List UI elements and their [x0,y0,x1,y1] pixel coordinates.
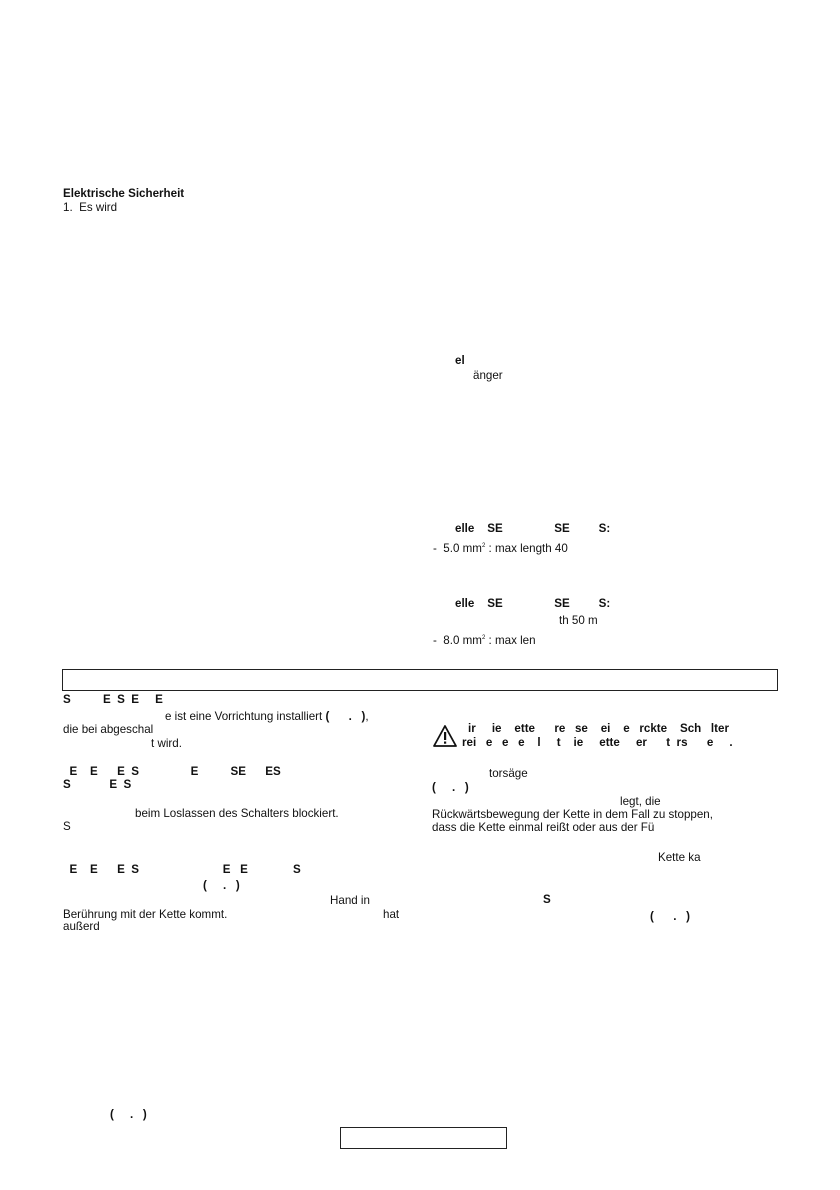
guard-text-line-2b: hat [383,908,400,921]
brake-text-line-4: dass die Kette einmal reißt oder aus der Fü [432,821,655,834]
warning-text-line-1: ir ie ette re se ei e rckte Sch lter [468,722,729,735]
lock-section-heading-1: E E E S E SE ES [63,765,281,778]
superscript: 2 [481,635,486,641]
cable-section-2-line: th 50 m [559,614,598,627]
lock-text-line-2: S [63,820,71,833]
guard-text-line-2a: Berührung mit der Kette kommt. [63,908,228,921]
list-item-1: 1. Es wird [63,201,118,214]
brake-figure-ref-2: ( . ) [650,910,690,923]
section-heading-electrical-safety: Elektrische Sicherheit [63,187,185,200]
page-footer-box [340,1127,507,1149]
guard-section-heading: E E E S E E S [63,863,301,876]
warning-text-line-2: rei e e e l t ie ette er t rs e . [462,736,733,749]
cable-subtext: änger [473,369,503,382]
cable-section-2-item: - 8.0 $mm^2$ : max len [433,634,536,647]
brake-figure-ref: ( . ) [432,781,469,794]
lock-section-heading-2: S E S [63,778,132,791]
guard-text-line-3: außerd [63,920,100,933]
brake-text-line-1: torsäge [489,767,528,780]
switch-section-heading: S E S E E [63,693,163,706]
lock-text-line-1: beim Loslassen des Schalters blockiert. [135,807,339,820]
section-title-box [62,669,778,691]
switch-text-line-2: die bei abgeschal [63,723,154,736]
warning-triangle-icon [433,725,457,747]
guard-figure-ref: ( . ) [203,879,240,892]
cable-section-1-heading: elle SE SE S: [455,522,611,535]
brake-text-line-5: Kette ka [658,851,701,864]
brake-text-line-6: S [543,893,551,906]
cable-section-1-item: - 5.0 $mm^2$ : max length 40 [433,542,568,555]
bottom-figure-ref: ( . ) [110,1108,147,1121]
cable-heading: el [455,354,465,367]
brake-text-line-2: legt, die [620,795,661,808]
brake-text-line-3: Rückwärtsbewegung der Kette in dem Fall zu stoppen, [432,808,713,821]
superscript: 2 [481,543,486,549]
cable-section-2-heading: elle SE SE S: [455,597,611,610]
switch-text-line-3: t wird. [151,737,182,750]
switch-text-line-1: e ist eine Vorrichtung installiert ( . ), [165,710,369,723]
guard-text-line-1: Hand in [330,894,370,907]
